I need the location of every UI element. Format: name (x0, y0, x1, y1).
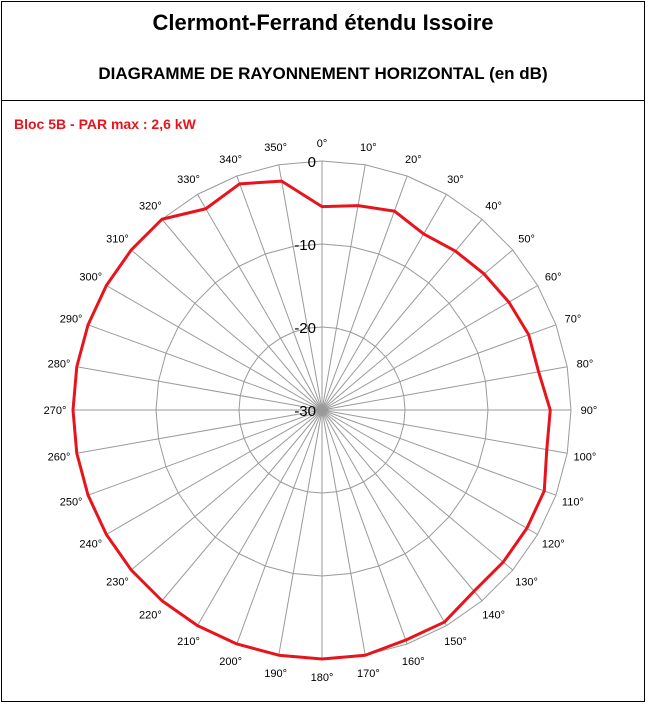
angle-tick-label: 340° (219, 154, 243, 167)
radial-tick-label: 0 (307, 154, 316, 171)
grid (73, 161, 571, 659)
angle-tick-label: 110° (561, 496, 584, 509)
angle-tick-label: 100° (573, 451, 597, 464)
angle-tick-label: 20° (404, 154, 422, 167)
angle-tick-label: 40° (485, 200, 502, 213)
angle-tick-label: 290° (59, 313, 83, 326)
angle-tick-label: 220° (138, 609, 162, 622)
angle-tick-label: 30° (447, 173, 464, 186)
series-label: Bloc 5B - PAR max : 2,6 kW (14, 116, 196, 132)
angle-tick-label: 280° (47, 358, 71, 371)
angle-tick-label: 70° (564, 313, 582, 326)
chart-title: Clermont-Ferrand étendu Issoire (152, 10, 494, 35)
angle-tick-label: 260° (47, 451, 71, 464)
radial-tick-label: -20 (294, 320, 316, 337)
angle-tick-label: 60° (544, 271, 562, 284)
angle-tick-label: 200° (219, 655, 243, 668)
angle-tick-label: 160° (401, 655, 425, 668)
radial-tick-label: -30 (294, 403, 316, 420)
angle-tick-label: 330° (177, 173, 200, 186)
angle-tick-label: 170° (356, 667, 380, 680)
angle-tick-label: 130° (515, 576, 538, 589)
angle-tick-label: 140° (482, 609, 506, 622)
angle-tick-label: 120° (541, 538, 565, 551)
angle-tick-label: 80° (576, 358, 594, 371)
angle-tick-label: 350° (264, 142, 288, 155)
angle-tick-label: 210° (177, 636, 200, 649)
angle-tick-label: 180° (310, 672, 334, 684)
radial-tick-label: -10 (294, 237, 316, 254)
angle-tick-label: 150° (444, 636, 467, 649)
angle-tick-label: 90° (580, 405, 598, 417)
angle-tick-label: 310° (106, 233, 129, 246)
chart-subtitle: DIAGRAMME DE RAYONNEMENT HORIZONTAL (en dB) (98, 64, 548, 83)
angle-tick-label: 10° (360, 142, 377, 155)
angle-tick-label: 240° (79, 538, 103, 551)
angle-tick-label: 270° (43, 405, 67, 417)
angle-tick-label: 250° (59, 496, 83, 509)
angle-tick-label: 300° (79, 271, 103, 284)
angle-tick-label: 190° (264, 667, 288, 680)
angle-tick-label: 0° (316, 138, 328, 150)
angle-tick-label: 320° (138, 200, 162, 213)
angle-tick-label: 230° (106, 576, 129, 589)
angle-tick-label: 50° (518, 233, 535, 246)
